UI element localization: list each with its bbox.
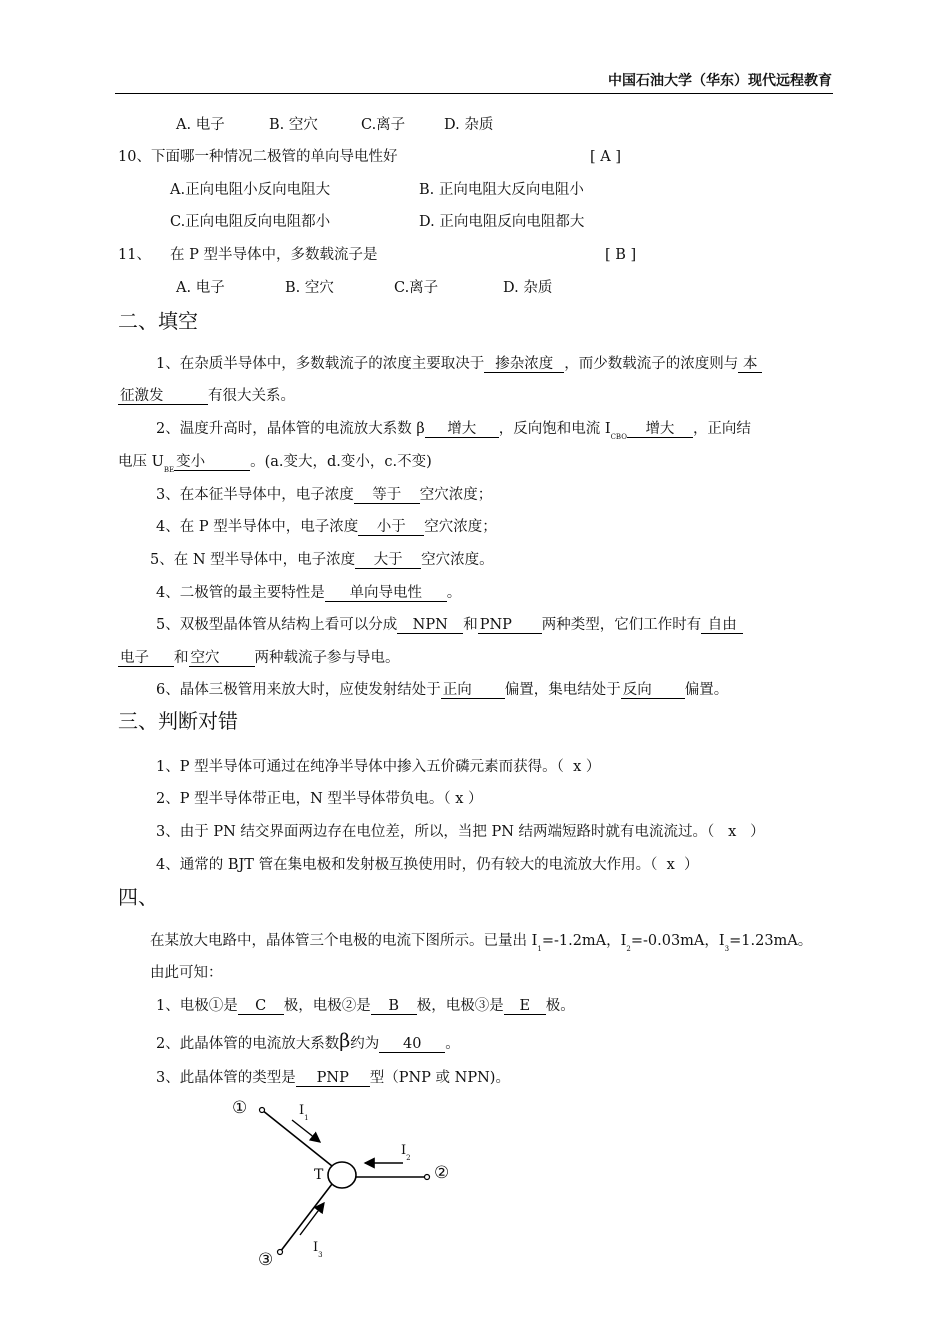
fill-item-5: 5、在 N 型半导体中，电子浓度 大于 空穴浓度。 bbox=[150, 552, 494, 568]
lead-1 bbox=[262, 1110, 332, 1166]
current-label-2: $I_2$ bbox=[401, 1143, 411, 1162]
lead-3 bbox=[280, 1184, 332, 1252]
judge-item-2: 2、P 型半导体带正电，N 型半导体带负电。（ x ） bbox=[156, 791, 483, 807]
judge-item-4: 4、通常的 BJT 管在集电极和发射极互换使用时，仍有较大的电流放大作用。（ x ） bbox=[156, 857, 699, 873]
answer-3: 3、此晶体管的类型是 PNP 型（PNP 或 NPN)。 bbox=[156, 1070, 510, 1086]
current-arrow-3 bbox=[300, 1203, 324, 1235]
fill-item-1-line2: 征激发 有很大关系。 bbox=[120, 388, 295, 404]
fill-item-6: 4、二极管的最主要特性是 单向导电性 。 bbox=[156, 585, 462, 601]
q10-option-c: C.正向电阻反向电阻都小 bbox=[170, 214, 331, 230]
problem-4-lead: 由此可知： bbox=[150, 965, 223, 981]
fill-item-7-line1: 5、双极型晶体管从结构上看可以分成 NPN 和 PNP 两种类型，它们工作时有 自由 bbox=[156, 615, 743, 635]
terminal-3 bbox=[278, 1250, 283, 1255]
q10-answer: [ A ] bbox=[590, 149, 622, 165]
q10-option-a: A.正向电阻小反向电阻大 bbox=[170, 182, 331, 198]
section-four-title: 四、 bbox=[118, 885, 158, 909]
transistor-body bbox=[328, 1162, 356, 1188]
fill-item-8: 6、晶体三极管用来放大时，应使发射结处于 正向 偏置，集电结处于 反向 偏置。 bbox=[156, 682, 729, 698]
q9-option-a: A. 电子 bbox=[176, 117, 225, 133]
q11-option-a: A. 电子 bbox=[176, 280, 225, 296]
answer-1: 1、电极①是 C 极，电极②是 B 极，电极③是 E 极。 bbox=[156, 998, 575, 1014]
header-rule bbox=[115, 93, 833, 94]
terminal-1 bbox=[260, 1108, 265, 1113]
q9-option-d: D. 杂质 bbox=[444, 117, 494, 133]
q11-number: 11、 bbox=[118, 247, 151, 263]
page-header: 中国石油大学（华东）现代远程教育 bbox=[608, 73, 832, 89]
node-label-2: ② bbox=[434, 1163, 450, 1183]
fill-item-2-line2: 电压 $U_{BE}$ 变小 。(a.变大，d.变小，c.不变) bbox=[118, 454, 432, 474]
q10-option-b: B. 正向电阻大反向电阻小 bbox=[419, 182, 584, 198]
q11-option-b: B. 空穴 bbox=[285, 280, 334, 296]
q9-option-c: C.离子 bbox=[361, 117, 406, 133]
transistor-diagram bbox=[228, 1095, 468, 1275]
answer-2: 2、此晶体管的电流放大系数β约为 40 。 bbox=[156, 1030, 460, 1052]
q10-question: 10、下面哪一种情况二极管的单向导电性好 bbox=[118, 149, 398, 165]
q10-option-d: D. 正向电阻反向电阻都大 bbox=[419, 214, 585, 230]
current-label-1: $I_1$ bbox=[299, 1103, 309, 1122]
fill-item-1-line1: 1、在杂质半导体中，多数载流子的浓度主要取决于 掺杂浓度 ，而少数载流子的浓度则与 本 bbox=[156, 354, 762, 374]
transistor-diagram-svg bbox=[228, 1095, 468, 1275]
terminal-2 bbox=[425, 1175, 430, 1180]
q11-question: 在 P 型半导体中，多数载流子是 bbox=[170, 247, 378, 263]
problem-4-statement: 在某放大电路中，晶体管三个电极的电流下图所示。已量出 $I_1=-1.2mA$，$I_2=-0.03mA$，$I_3=1.23mA$。 bbox=[150, 933, 813, 953]
section-fill-in-title: 二、填空 bbox=[118, 309, 198, 333]
fill-item-7-line2: 电子 和 空穴 两种载流子参与导电。 bbox=[120, 650, 400, 666]
node-label-1: ① bbox=[232, 1098, 248, 1118]
q11-answer: [ B ] bbox=[605, 247, 637, 263]
judge-item-1: 1、P 型半导体可通过在纯净半导体中掺入五价磷元素而获得。（ x ） bbox=[156, 759, 601, 775]
fill-item-3: 3、在本征半导体中，电子浓度 等于 空穴浓度； bbox=[156, 487, 493, 503]
fill-item-4: 4、在 P 型半导体中，电子浓度 小于 空穴浓度； bbox=[156, 519, 497, 535]
node-label-3: ③ bbox=[258, 1250, 274, 1270]
section-judge-title: 三、判断对错 bbox=[118, 709, 238, 733]
q9-option-b: B. 空穴 bbox=[269, 117, 318, 133]
fill-item-2-line1: 2、温度升高时，晶体管的电流放大系数 β 增大 ，反向饱和电流 $I_{CBO}$ 增大 ，正向结 bbox=[156, 421, 751, 441]
judge-item-3: 3、由于 PN 结交界面两边存在电位差，所以，当把 PN 结两端短路时就有电流流过。（ x ） bbox=[156, 824, 765, 840]
q11-option-d: D. 杂质 bbox=[503, 280, 553, 296]
q11-option-c: C.离子 bbox=[394, 280, 439, 296]
transistor-label: T bbox=[314, 1167, 324, 1183]
current-label-3: $I_3$ bbox=[313, 1240, 323, 1259]
